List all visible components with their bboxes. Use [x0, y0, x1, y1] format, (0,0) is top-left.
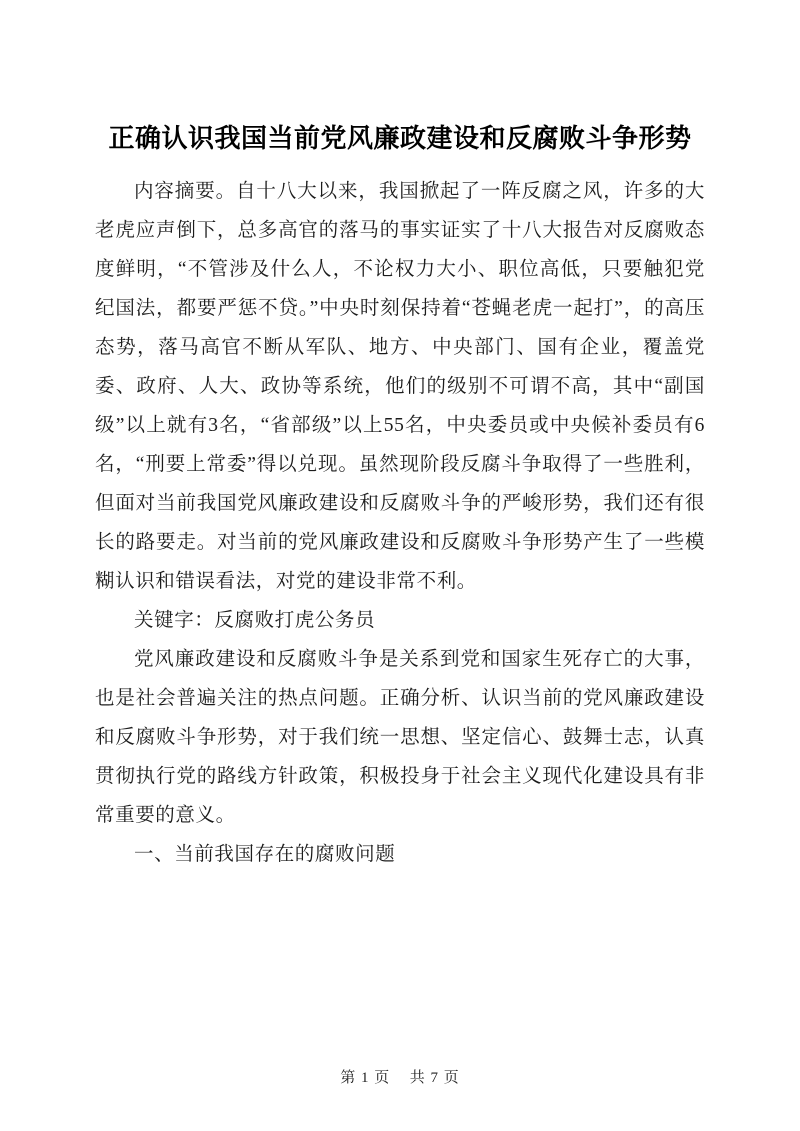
document-body [95, 172, 705, 874]
section-heading-one: 一、当前我国存在的腐败问题 [134, 843, 396, 865]
paragraph-intro: 党风廉政建设和反腐败斗争是关系到党和国家生死存亡的大事，也是社会普遍关注的热点问题。正确分析、认识当前的党风廉政建设和反腐败斗争形势，对于我们统一思想、坚定信心、鼓舞士志，认真贯彻执行党的路线方针政策，积极投身于社会主义现代化建设具有非常重要的意义。 [95, 648, 705, 826]
page-footer [0, 1066, 800, 1087]
paragraph-abstract: 内容摘要。自十八大以来，我国掀起了一阵反腐之风，许多的大老虎应声倒下，总多高官的落马的事实证实了十八大报告对反腐败态度鲜明，“不管涉及什么人，不论权力大小、职位高低，只要触犯党纪国法，都要严惩不贷。”中央时刻保持着“苍蝇老虎一起打”，的高压态势，落马高官不断从军队、地方、中央部门、国有企业，覆盖党委、政府、人大、政协等系统，他们的级别不可谓不高，其中“副国级”以上就有3名，“省部级”以上55名，中央委员或中央候补委员有6名，“刑要上常委”得以兑现。虽然现阶段反腐斗争取得了一些胜利，但面对当前我国党风廉政建设和反腐败斗争的严峻形势，我们还有很长的路要走。对当前的党风廉政建设和反腐败斗争形势产生了一些模糊认识和错误看法，对党的建设非常不利。 [95, 180, 705, 592]
page-title: 正确认识我国当前党风廉政建设和反腐败斗争形势 [108, 123, 692, 153]
footer-total-pages: 共 7 页 [409, 1070, 460, 1086]
paragraph-keywords: 关键字：反腐败打虎公务员 [134, 609, 376, 631]
footer-current-page: 第 1 页 [340, 1070, 391, 1086]
